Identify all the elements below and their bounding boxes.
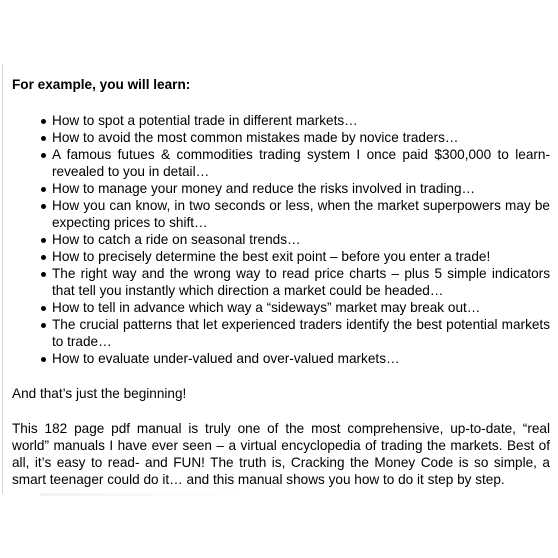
list-item: How to spot a potential trade in different markets… — [12, 112, 550, 129]
description-paragraph: This 182 page pdf manual is truly one of the most comprehensive, up-to-date, “real world” manuals I have ever seen – a virtual encyclopedia of trading the markets. Best of all, it’s easy to read- and FUN! The truth is, Cracking the Money Code is so simple, a smart teenager could do it… and this manual shows you how to do it step by step. — [12, 421, 550, 487]
faded-divider — [40, 493, 240, 496]
list-item: A famous futues & commodities trading system I once paid $300,000 to learn-revealed to you in detail… — [12, 146, 550, 180]
document-body — [12, 76, 550, 488]
list-item: How to tell in advance which way a “sideways” market may break out… — [12, 299, 550, 316]
list-item: How to evaluate under-valued and over-valued markets… — [12, 350, 550, 367]
list-item: The right way and the wrong way to read price charts – plus 5 simple indicators that tell you instantly which direction a market could be headed… — [12, 265, 550, 299]
list-item: How to avoid the most common mistakes made by novice traders… — [12, 129, 550, 146]
list-item: How to manage your money and reduce the risks involved in trading… — [12, 180, 550, 197]
list-item: The crucial patterns that let experienced traders identify the best potential markets to trade… — [12, 316, 550, 350]
list-item: How to catch a ride on seasonal trends… — [12, 231, 550, 248]
section-heading: For example, you will learn: — [12, 77, 191, 92]
learning-points-list — [12, 112, 550, 367]
list-item: How you can know, in two seconds or less, when the market superpowers may be expecting prices to shift… — [12, 197, 550, 231]
list-item: How to precisely determine the best exit point – before you enter a trade! — [12, 248, 550, 265]
left-border-line — [2, 64, 3, 494]
intro-paragraph: And that’s just the beginning! — [12, 386, 187, 401]
